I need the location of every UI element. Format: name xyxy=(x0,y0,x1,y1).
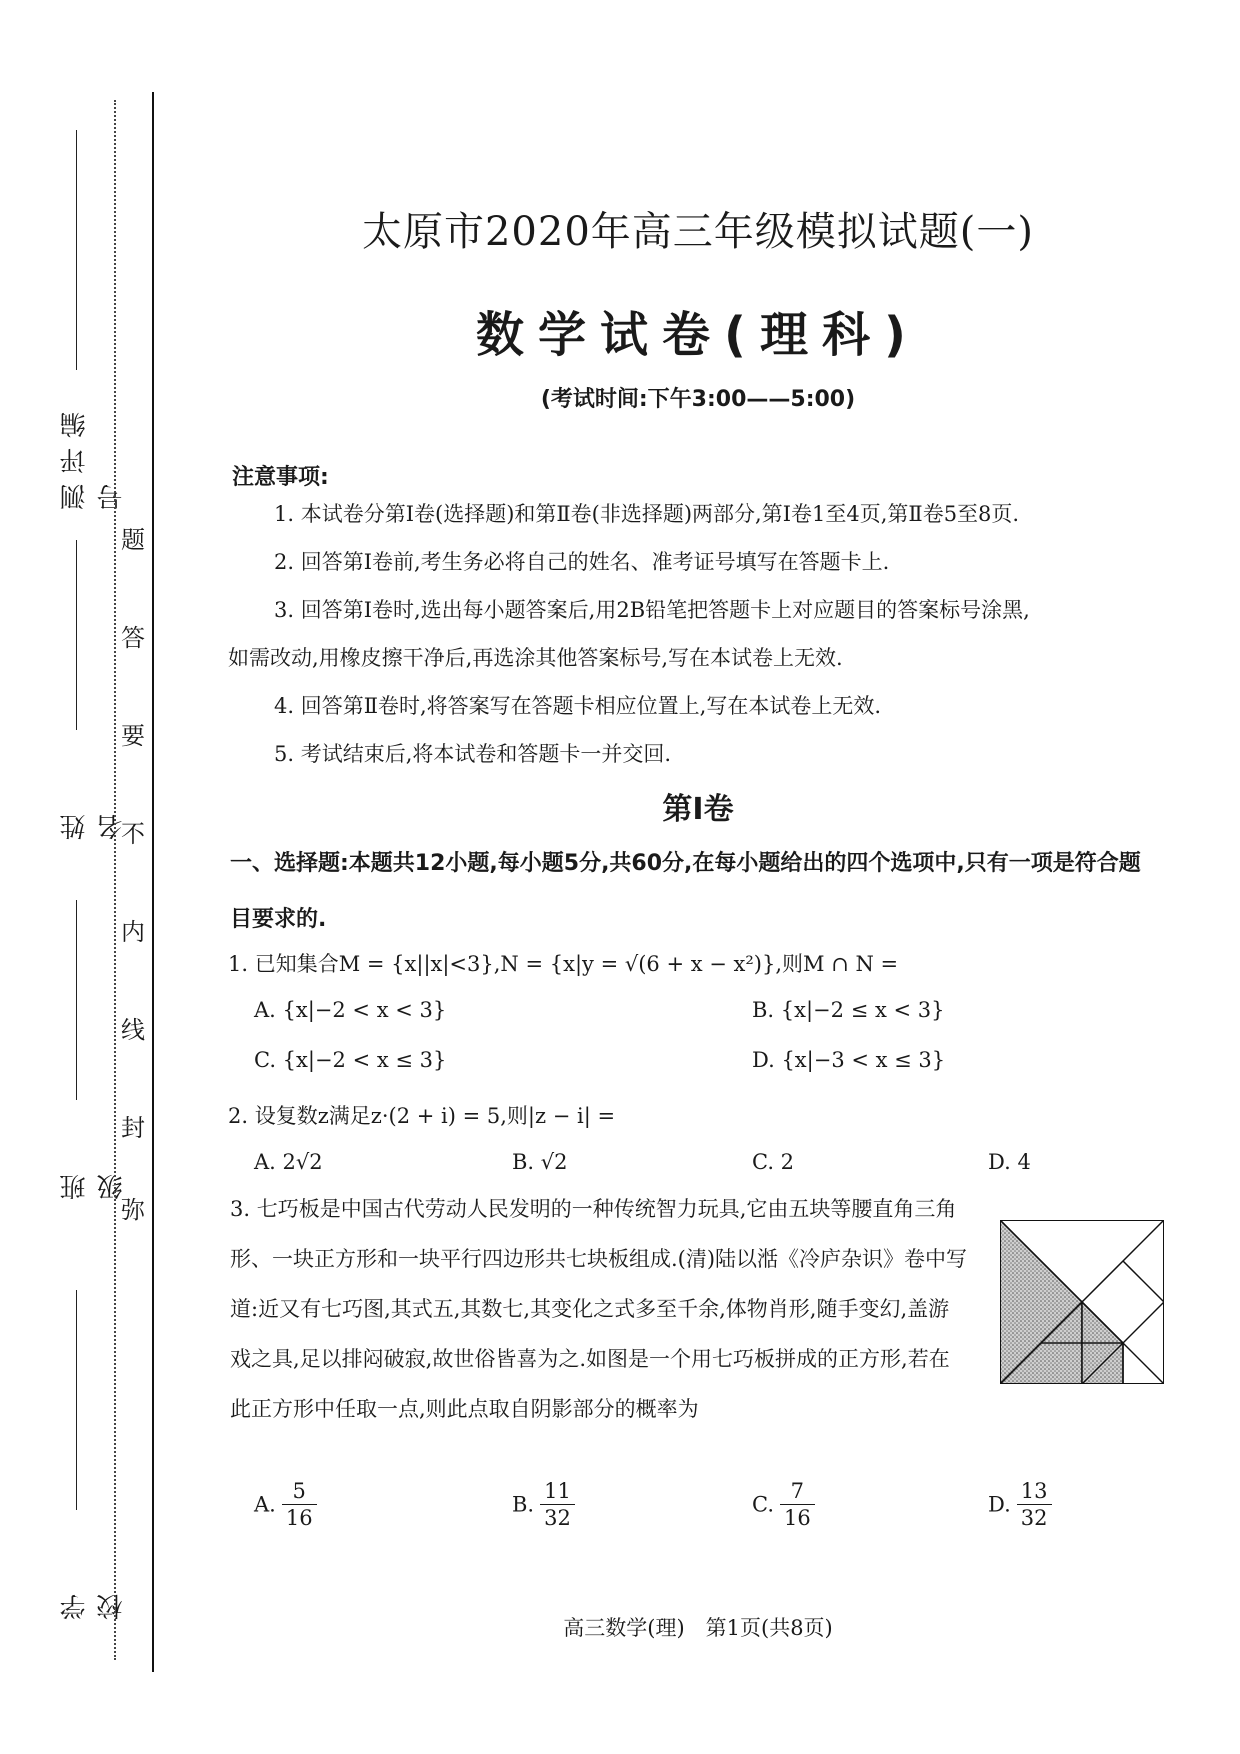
denominator: 16 xyxy=(784,1506,811,1530)
tangram-figure xyxy=(1000,1220,1164,1384)
field-label: 班 级 xyxy=(60,1128,127,1200)
warning-char: 要 xyxy=(121,722,145,750)
section-heading: 第Ⅰ卷 xyxy=(662,792,734,827)
question-1-option-d[interactable]: D. {x|−3 < x ≤ 3} xyxy=(752,1048,946,1072)
numerator: 13 xyxy=(1017,1478,1052,1505)
question-2-option-d[interactable]: D. 4 xyxy=(988,1150,1031,1174)
option-label: B. xyxy=(512,1492,535,1517)
exam-time: (考试时间:下午3:00——5:00) xyxy=(540,387,856,412)
denominator: 16 xyxy=(285,1506,313,1530)
denominator: 32 xyxy=(544,1506,571,1530)
question-1-option-b[interactable]: B. {x|−2 ≤ x < 3} xyxy=(752,998,945,1022)
warning-char: 答 xyxy=(121,624,145,652)
field-label: 测评编号 xyxy=(60,402,127,510)
numerator: 11 xyxy=(540,1478,575,1505)
question-2-option-b[interactable]: B. √2 xyxy=(512,1150,568,1174)
numerator: 7 xyxy=(780,1478,815,1505)
notice-item: 2. 回答第Ⅰ卷前,考生务必将自己的姓名、准考证号填写在答题卡上. xyxy=(274,550,890,574)
binding-margin xyxy=(0,0,170,1754)
warning-char: 线 xyxy=(121,1016,145,1044)
denominator: 32 xyxy=(1020,1506,1048,1530)
question-1-option-c[interactable]: C. {x|−2 < x ≤ 3} xyxy=(254,1048,447,1072)
field-evaluation-number xyxy=(52,130,127,510)
fill-line[interactable] xyxy=(76,1290,77,1510)
notice-item: 4. 回答第Ⅱ卷时,将答案写在答题卡相应位置上,写在本试卷上无效. xyxy=(274,694,882,718)
school-title: 太原市2020年高三年级模拟试题(一) xyxy=(361,209,1034,255)
question-2-stem: 2. 设复数z满足z·(2 + i) = 5,则|z − i| = xyxy=(228,1104,616,1128)
option-label: C. xyxy=(752,1492,774,1517)
fraction xyxy=(540,1478,575,1531)
question-3-stem: 3. 七巧板是中国古代劳动人民发明的一种传统智力玩具,它由五块等腰直角三角形、一块正方形和一块平行四边形共七块板组成.(清)陆以湉《冷庐杂识》卷中写道:近又有七巧图,其式五,其数七,其变化之式多至千余,体物肖形,随手变幻,盖游戏之具,足以排闷破寂,故世俗皆喜为之.如图是一个用七巧板拼成的正方形,若在此正方形中任取一点,则此点取自阴影部分的概率为 xyxy=(230,1197,968,1421)
subject-title: 数学试卷(理科) xyxy=(476,307,920,363)
question-3-option-a[interactable] xyxy=(254,1478,317,1531)
notice-item: 如需改动,用橡皮擦干净后,再选涂其他答案标号,写在本试卷上无效. xyxy=(228,646,843,670)
warning-char: 不 xyxy=(121,820,145,848)
field-class xyxy=(52,900,127,1200)
fraction xyxy=(780,1478,815,1531)
option-label: A. xyxy=(254,1492,276,1517)
tear-line xyxy=(114,100,116,1660)
seal-warning xyxy=(118,520,148,1224)
fill-line[interactable] xyxy=(76,900,77,1100)
notice-item: 5. 考试结束后,将本试卷和答题卡一并交回. xyxy=(274,742,672,766)
fill-line[interactable] xyxy=(76,540,77,730)
notice-heading: 注意事项: xyxy=(232,465,329,490)
fraction xyxy=(282,1478,317,1531)
question-2-option-a[interactable]: A. 2√2 xyxy=(254,1150,323,1174)
question-1-option-a[interactable]: A. {x|−2 < x < 3} xyxy=(254,998,447,1022)
question-1-stem: 1. 已知集合M = {x||x|<3},N = {x|y = √(6 + x − x²)},则M ∩ N = xyxy=(228,952,899,976)
field-label: 姓 名 xyxy=(60,768,127,840)
question-3-option-d[interactable] xyxy=(988,1478,1052,1531)
question-3-option-c[interactable] xyxy=(752,1478,815,1531)
field-label: 学 校 xyxy=(60,1548,127,1620)
field-school xyxy=(52,1290,127,1620)
notice-item: 1. 本试卷分第Ⅰ卷(选择题)和第Ⅱ卷(非选择题)两部分,第Ⅰ卷1至4页,第Ⅱ卷5至8页. xyxy=(274,502,1020,526)
question-2-option-c[interactable]: C. 2 xyxy=(752,1150,795,1174)
section-instruction: 一、选择题:本题共12小题,每小题5分,共60分,在每小题给出的四个选项中,只有一项是符合题目要求的. xyxy=(230,851,1141,932)
fill-line[interactable] xyxy=(76,130,77,370)
numerator: 5 xyxy=(282,1478,317,1505)
binding-line xyxy=(152,92,154,1672)
warning-char: 题 xyxy=(121,526,145,554)
question-3-option-b[interactable] xyxy=(512,1478,575,1531)
option-label: D. xyxy=(988,1492,1011,1517)
fraction xyxy=(1017,1478,1052,1531)
warning-char: 内 xyxy=(121,918,145,946)
warning-char: 弥 xyxy=(121,1196,145,1224)
field-name xyxy=(52,540,127,840)
page-footer: 高三数学(理) 第1页(共8页) xyxy=(563,1616,833,1640)
warning-char: 封 xyxy=(121,1114,145,1142)
notice-item: 3. 回答第Ⅰ卷时,选出每小题答案后,用2B铅笔把答题卡上对应题目的答案标号涂黑, xyxy=(274,598,1030,622)
tangram-edge xyxy=(1123,1261,1164,1302)
